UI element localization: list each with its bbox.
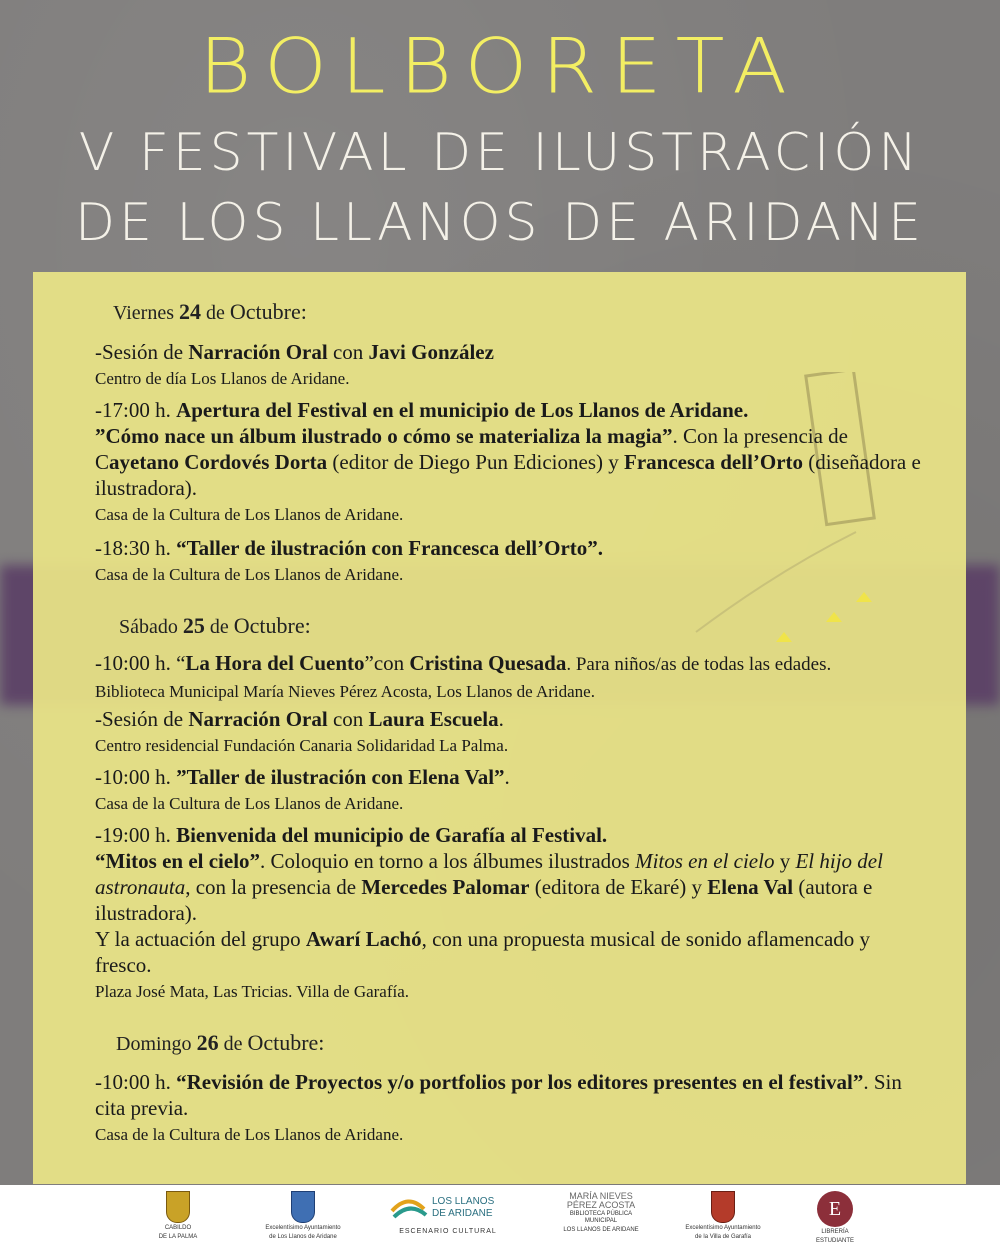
event-saturday-oral: -Sesión de Narración Oral con Laura Escuela. Centro residencial Fundación Canaria Solidaridad La Palma. [95,706,925,758]
event-location: Biblioteca Municipal María Nieves Pérez Acosta, Los Llanos de Aridane. [95,682,595,701]
event-location: Casa de la Cultura de Los Llanos de Aridane. [95,794,404,813]
logo-ayuntamiento-garafia: Excelentísimo Ayuntamiento de la Villa de Garafía [668,1191,778,1241]
poster-header [0,22,1000,258]
event-friday-workshop: -18:30 h. “Taller de ilustración con Francesca dell’Orto”. Casa de la Cultura de Los Llanos de Aridane. [95,535,925,587]
festival-subtitle-line2: DE LOS LLANOS DE ARIDANE [75,193,925,253]
logo-escenario-cultural: LOS LLANOS DE ARIDANE ESCENARIO CULTURAL [388,1191,508,1235]
festival-subtitle-line1: V FESTIVAL DE ILUSTRACIÓN [78,123,922,183]
day-header-sunday: Domingo 26 de Octubre: [116,1030,325,1055]
event-friday-opening: -17:00 h. Apertura del Festival en el municipio de Los Llanos de Aridane. ”Cómo nace un álbum ilustrado o cómo se materializa la magia”. Con la presencia de Cayetano Cordovés Dorta (editor de Diego Pun Ediciones) y Francesca dell’Orto (diseñadora e ilustradora). Casa de la Cultura de Los Llanos de Aridane. [95,397,925,527]
program-panel [33,272,966,1184]
logo-cabildo: CABILDO DE LA PALMA [148,1191,208,1241]
event-saturday-workshop: -10:00 h. ”Taller de ilustración con Elena Val”. Casa de la Cultura de Los Llanos de Aridane. [95,764,925,816]
cabildo-shield-icon [166,1191,190,1223]
event-saturday-story-hour: -10:00 h. “La Hora del Cuento”con Cristina Quesada. Para niños/as de todas las edades. Biblioteca Municipal María Nieves Pérez Acosta, Los Llanos de Aridane. [95,650,925,704]
libreria-logo-icon: E [817,1191,853,1227]
event-friday-oral: -Sesión de Narración Oral con Javi González Centro de día Los Llanos de Aridane. [95,339,925,391]
logo-ayuntamiento-llanos: Excelentísimo Ayuntamiento de Los Llanos de Aridane [248,1191,358,1241]
event-location: Casa de la Cultura de Los Llanos de Aridane. [95,1125,404,1144]
garafia-shield-icon [711,1191,735,1223]
logo-biblioteca: MARÍA NIEVES PÉREZ ACOSTA BIBLIOTECA PÚBLICA MUNICIPAL LOS LLANOS DE ARIDANE [563,1191,639,1233]
day-header-friday: Viernes 24 de Octubre: [113,299,307,324]
event-sunday-portfolio: -10:00 h. “Revisión de Proyectos y/o portfolios por los editores presentes en el festival”. Sin cita previa. Casa de la Cultura de Los Llanos de Aridane. [95,1069,925,1147]
svg-text:DE ARIDANE: DE ARIDANE [432,1208,493,1219]
festival-title: BOLBORETA [199,22,801,111]
event-saturday-garafia: -19:00 h. Bienvenida del municipio de Garafía al Festival. “Mitos en el cielo”. Coloquio en torno a los álbumes ilustrados Mitos en el cielo y El hijo del astronauta, con la presencia de Mercedes Palomar (editora de Ekaré) y Elena Val (autora e ilustradora). Y la actuación del grupo Awarí Lachó, con una propuesta musical de sonido aflamencado y fresco. Plaza José Mata, Las Tricias. Villa de Garafía. [95,822,925,1004]
event-location: Casa de la Cultura de Los Llanos de Aridane. [95,565,404,584]
event-location: Centro de día Los Llanos de Aridane. [95,369,350,388]
event-location: Plaza José Mata, Las Tricias. Villa de Garafía. [95,982,410,1001]
event-location: Casa de la Cultura de Los Llanos de Aridane. [95,505,404,524]
day-header-saturday: Sábado 25 de Octubre: [119,613,311,638]
sponsor-footer [0,1185,1000,1250]
llanos-shield-icon [291,1191,315,1223]
svg-text:LOS LLANOS: LOS LLANOS [432,1196,495,1207]
wave-logo-icon [388,1191,508,1221]
logo-libreria: E LIBRERÍA ESTUDIANTE [812,1191,858,1245]
event-location: Centro residencial Fundación Canaria Solidaridad La Palma. [95,736,509,755]
